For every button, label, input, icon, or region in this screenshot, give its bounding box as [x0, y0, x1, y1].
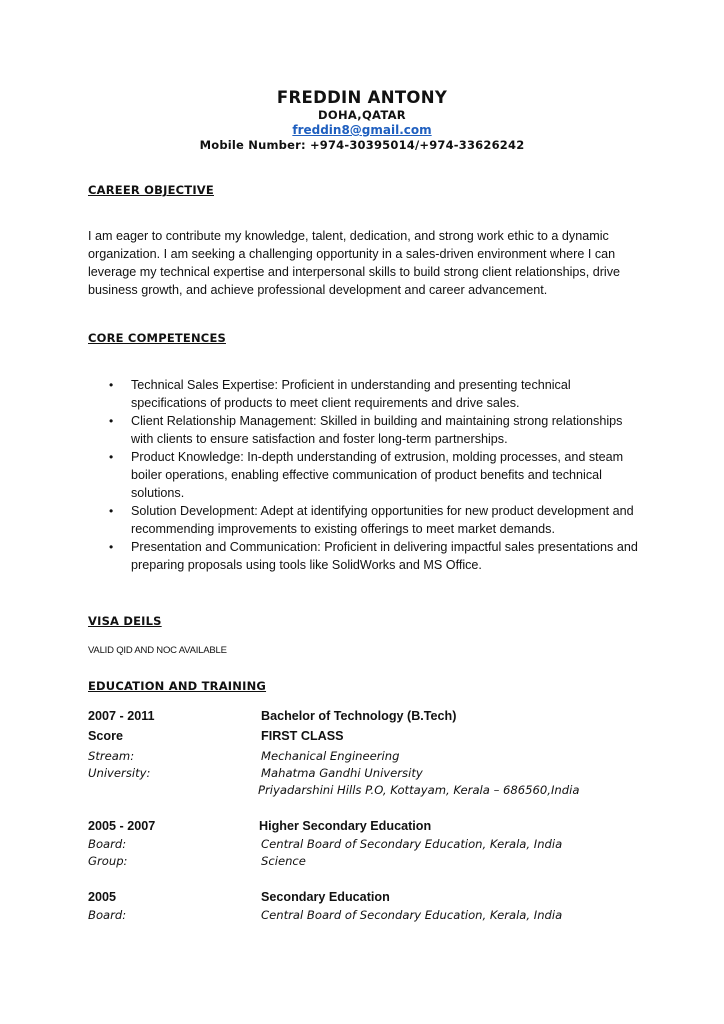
hse-group-label: Group:: [88, 854, 128, 868]
university-address: Priyadarshini Hills P.O, Kottayam, Kerala – 686560,India: [258, 783, 580, 797]
hse-board-value: Central Board of Secondary Education, Kerala, India: [261, 837, 563, 851]
career-objective-text: I am eager to contribute my knowledge, talent, dedication, and strong work ethic to a dynamic organization. I am seeking a challenging opportunity in a sales-driven environment where I can leverage my technical expertise and interpersonal skills to build strong client relationships, drive business growth, and achieve professional development and career advancement.: [88, 229, 621, 297]
stream-value: Mechanical Engineering: [261, 749, 400, 763]
mobile-number: Mobile Number: +974-30395014/+974-33626242: [199, 138, 525, 152]
visa-status: VALID QID AND NOC AVAILABLE: [88, 645, 227, 656]
list-item: • Solution Development: Adept at identifying opportunities for new product development and recommending improvements to existing offerings to meet market demands.: [88, 502, 648, 538]
education-heading: EDUCATION AND TRAINING: [88, 679, 267, 693]
university-label: University:: [88, 766, 151, 780]
hse-years: 2005 - 2007: [88, 819, 156, 833]
core-competences-heading: CORE COMPETENCES: [88, 331, 226, 345]
btech-years: 2007 - 2011: [88, 709, 155, 723]
sse-years: 2005: [88, 890, 117, 904]
hse-board-label: Board:: [88, 837, 127, 851]
email-container: [0, 123, 724, 137]
career-objective-heading: CAREER OBJECTIVE: [88, 183, 214, 197]
list-item: • Client Relationship Management: Skilled in building and maintaining strong relationships with clients to ensure satisfaction and foster long-term partnerships.: [88, 412, 648, 448]
stream-label: Stream:: [88, 749, 135, 763]
candidate-name: FREDDIN ANTONY: [276, 88, 448, 107]
core-competences-list: [88, 376, 648, 574]
visa-heading: VISA DEILS: [88, 614, 162, 628]
list-item: • Technical Sales Expertise: Proficient in understanding and presenting technical specifications of products to meet client requirements and drive sales.: [88, 376, 648, 412]
score-value: FIRST CLASS: [261, 729, 344, 743]
candidate-location: DOHA,QATAR: [318, 108, 406, 122]
sse-board-value: Central Board of Secondary Education, Kerala, India: [261, 908, 563, 922]
hse-group-value: Science: [261, 854, 306, 868]
hse-degree: Higher Secondary Education: [259, 819, 432, 833]
btech-degree: Bachelor of Technology (B.Tech): [261, 709, 457, 723]
sse-board-label: Board:: [88, 908, 127, 922]
list-item: • Product Knowledge: In-depth understanding of extrusion, molding processes, and steam boiler operations, enabling effective communication of product benefits and technical solutions.: [88, 448, 648, 502]
sse-degree: Secondary Education: [261, 890, 390, 904]
score-label: Score: [88, 729, 124, 743]
email-link[interactable]: freddin8@gmail.com: [292, 123, 432, 137]
university-value: Mahatma Gandhi University: [261, 766, 423, 780]
list-item: • Presentation and Communication: Proficient in delivering impactful sales presentations and preparing proposals using tools like SolidWorks and MS Office.: [88, 538, 648, 574]
